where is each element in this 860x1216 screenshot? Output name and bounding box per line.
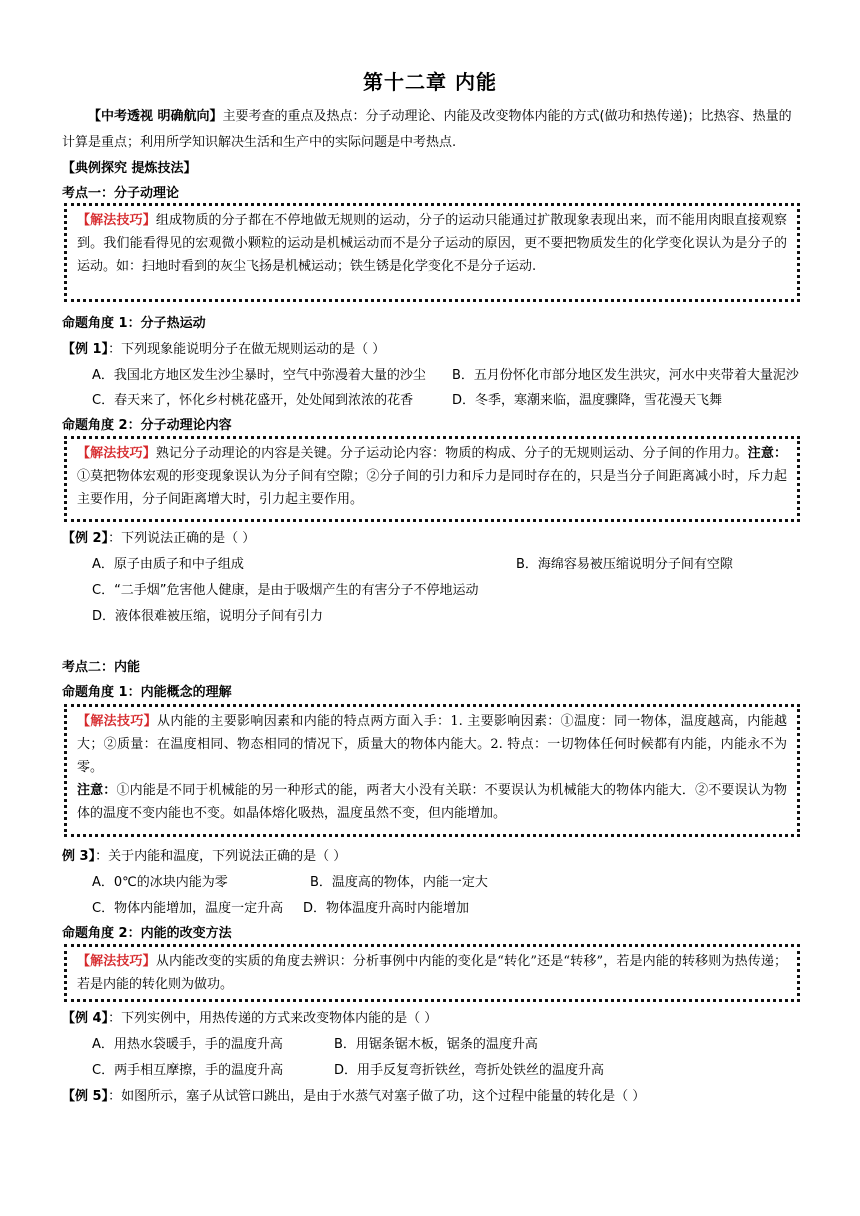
page-title: 第十二章 内能 [363, 70, 497, 94]
example-1-option-a: A．我国北方地区发生沙尘暴时，空气中弥漫着大量的沙尘 [92, 368, 426, 383]
tip-box-4 [64, 944, 800, 1002]
example-1-label: 【例 1】 [62, 342, 109, 357]
topic1-angle2: 命题角度 2：分子动理论内容 [62, 418, 232, 433]
topic1-title: 考点一：分子动理论 [62, 186, 180, 201]
example-2-question: ：下列说法正确的是（ ） [108, 531, 256, 546]
intro-paragraph [62, 104, 802, 156]
example-5-question: ：如图所示，塞子从试管口跳出，是由于水蒸气对塞子做了功，这个过程中能量的转化是（ ） [108, 1089, 646, 1104]
intro-lead: 【中考透视 明确航向】 [88, 109, 223, 124]
tip-label: 【解法技巧】 [77, 954, 156, 969]
note-text: ①内能是不同于机械能的另一种形式的能，两者大小没有关联：不要误认为机械能大的物体内能大．②不要误认为物体的温度不变内能也不变。如晶体熔化吸热，温度虽然不变，但内能增加。 [77, 783, 787, 821]
topic2-angle2: 命题角度 2：内能的改变方法 [62, 926, 232, 941]
example-3-stem [62, 845, 346, 864]
example-3-label: 例 3】 [62, 849, 96, 864]
topic1-angle1: 命题角度 1：分子热运动 [62, 316, 206, 331]
example-2-option-d: D．液体很难被压缩，说明分子间有引力 [92, 609, 324, 624]
example-1-question: ：下列现象能说明分子在做无规则运动的是（ ） [108, 342, 386, 357]
example-3-option-d: D．物体温度升高时内能增加 [303, 901, 470, 916]
example-1-option-c: C．春天来了，怀化乡村桃花盛开，处处闻到浓浓的花香 [92, 393, 414, 408]
tip-text: 组成物质的分子都在不停地做无规则的运动，分子的运动只能通过扩散现象表现出来，而不能用肉眼直接观察到。我们能看得见的宏观微小颗粒的运动是机械运动而不是分子运动的原因，更不要把物质发生的化学变化误认为是分子的运动。如：扫地时看到的灰尘飞扬是机械运动；铁生锈是化学变化不是分子运动. [77, 213, 787, 274]
example-1-stem [62, 338, 385, 357]
section-heading: 【典例探究 提炼技法】 [62, 161, 197, 176]
tip-box-2 [64, 436, 800, 522]
tip-label: 【解法技巧】 [77, 714, 158, 729]
example-3-option-c: C．物体内能增加，温度一定升高 [92, 901, 284, 916]
example-4-question: ：下列实例中，用热传递的方式来改变物体内能的是（ ） [108, 1011, 438, 1026]
example-5-stem [62, 1085, 645, 1104]
intro-text: 主要考查的重点及热点：分子动理论、内能及改变物体内能的方式(做功和热传递)；比热容、热量的计算是重点；利用所学知识解决生活和生产中的实际问题是中考热点. [62, 109, 792, 150]
example-4-option-b: B．用锯条锯木板，锯条的温度升高 [334, 1037, 538, 1052]
tip-label: 【解法技巧】 [77, 446, 156, 461]
topic2-title: 考点二：内能 [62, 660, 141, 675]
example-2-label: 【例 2】 [62, 531, 109, 546]
tip-text: 熟记分子动理论的内容是关键。分子运动论内容：物质的构成、分子的无规则运动、分子间的作用力。 [155, 446, 748, 461]
example-4-stem [62, 1007, 437, 1026]
example-3-question: ：关于内能和温度，下列说法正确的是（ ） [95, 849, 347, 864]
example-2-option-b: B．海绵容易被压缩说明分子间有空隙 [516, 557, 733, 572]
note-label: 注意： [77, 783, 117, 798]
tip-text: 从内能改变的实质的角度去辨识：分析事例中内能的变化是“转化”还是“转移”，若是内能的转移则为热传递；若是内能的转化则为做功。 [77, 954, 787, 992]
example-3-option-a: A．0℃的冰块内能为零 [92, 875, 228, 890]
example-1-option-b: B．五月份怀化市部分地区发生洪灾，河水中夹带着大量泥沙 [452, 368, 799, 383]
example-4-option-a: A．用热水袋暖手，手的温度升高 [92, 1037, 283, 1052]
tip-box-3 [64, 704, 800, 837]
tip-label: 【解法技巧】 [77, 213, 156, 228]
topic2-angle1: 命题角度 1：内能概念的理解 [62, 685, 232, 700]
tip-box-1 [64, 203, 800, 302]
example-4-option-c: C．两手相互摩擦，手的温度升高 [92, 1063, 284, 1078]
tip-text: 从内能的主要影响因素和内能的特点两方面入手：1. 主要影响因素：①温度：同一物体，温度越高，内能越大；②质量：在温度相同、物态相同的情况下，质量大的物体内能大。2. 特点：一切物体任何时候都有内能，内能永不为零。 [77, 714, 787, 775]
example-3-option-b: B．温度高的物体，内能一定大 [310, 875, 488, 890]
note-text: ①莫把物体宏观的形变现象误认为分子间有空隙；②分子间的引力和斥力是同时存在的，只是当分子间距离减小时，斥力起主要作用，分子间距离增大时，引力起主要作用。 [77, 469, 787, 507]
example-4-option-d: D．用手反复弯折铁丝，弯折处铁丝的温度升高 [334, 1063, 605, 1078]
example-1-option-d: D．冬季，寒潮来临，温度骤降，雪花漫天飞舞 [452, 393, 723, 408]
example-5-label: 【例 5】 [62, 1089, 109, 1104]
example-2-option-c: C．“二手烟”危害他人健康，是由于吸烟产生的有害分子不停地运动 [92, 583, 479, 598]
example-4-label: 【例 4】 [62, 1011, 109, 1026]
example-2-stem [62, 527, 255, 546]
example-2-option-a: A．原子由质子和中子组成 [92, 557, 244, 572]
note-label: 注意： [747, 446, 787, 461]
